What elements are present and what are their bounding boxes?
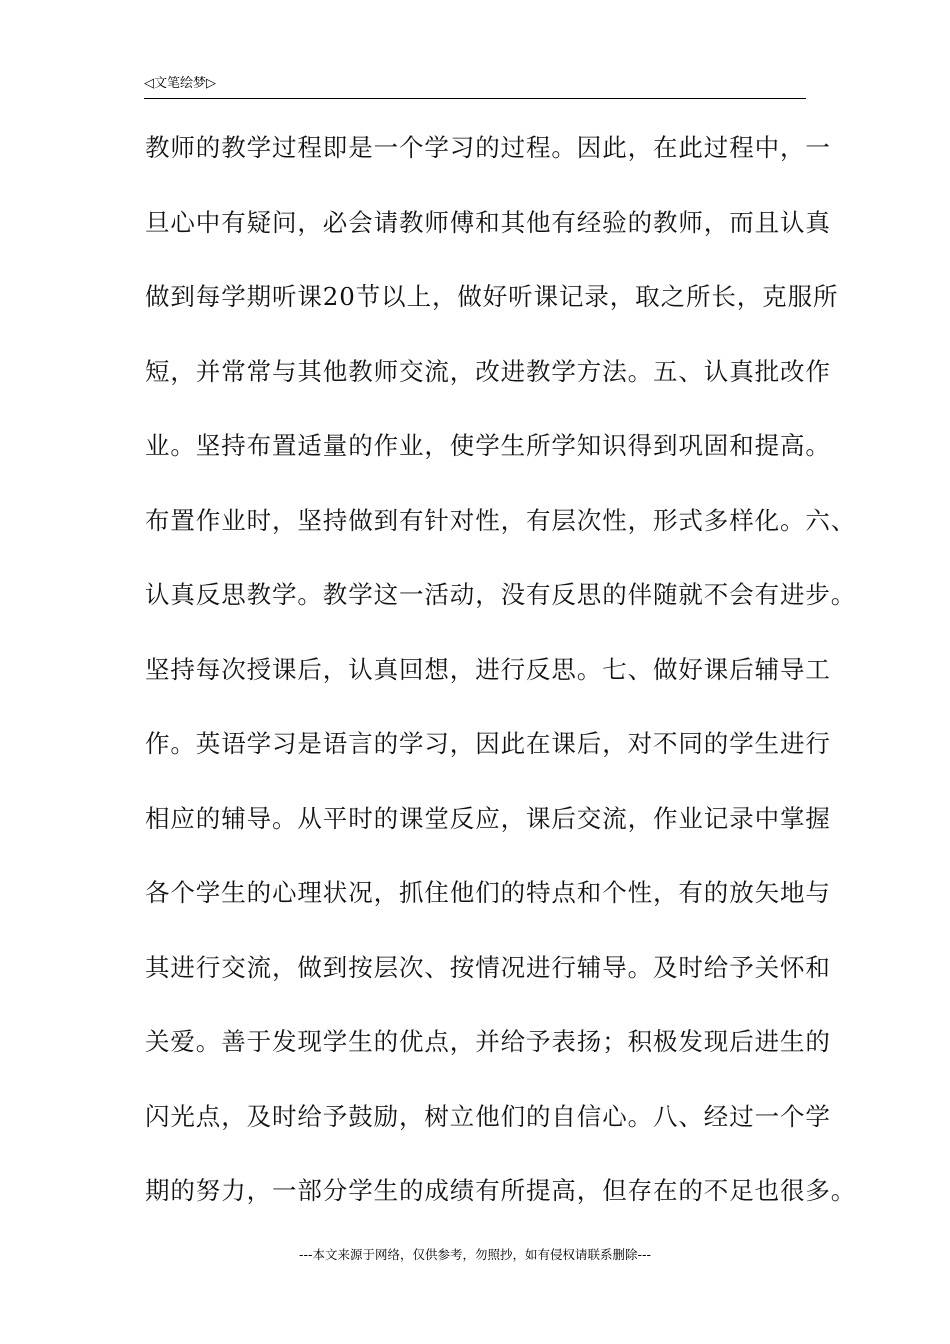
body-line: 各个学生的心理状况，抓住他们的特点和个性，有的放矢地与 bbox=[145, 878, 831, 907]
body-line: 布置作业时，坚持做到有针对性，有层次性，形式多样化。六、 bbox=[145, 505, 857, 535]
body-line: 短，并常常与其他教师交流，改进教学方法。五、认真批改作 bbox=[145, 356, 831, 386]
body-line: 作。英语学习是语言的学习，因此在课后，对不同的学生进行 bbox=[145, 729, 831, 758]
page-footer: ---本文来源于网络，仅供参考，勿照抄，如有侵权请联系删除--- bbox=[298, 1247, 652, 1262]
body-line: 教师的教学过程即是一个学习的过程。因此，在此过程中，一 bbox=[145, 133, 831, 162]
body-line: 做到每学期听课20节以上，做好听课记录，取之所长，克服所 bbox=[145, 282, 839, 311]
header-brand: ◁文笔绘梦▷ bbox=[144, 76, 216, 91]
body-line: 认真反思教学。教学这一活动，没有反思的伴随就不会有进步。 bbox=[145, 580, 857, 609]
body-line: 关爱。善于发现学生的优点，并给予表扬；积极发现后进生的 bbox=[145, 1027, 831, 1056]
body-line: 坚持每次授课后，认真回想，进行反思。七、做好课后辅导工 bbox=[145, 654, 831, 684]
body-line: 相应的辅导。从平时的课堂反应，课后交流，作业记录中掌握 bbox=[145, 803, 831, 833]
body-line: 旦心中有疑问，必会请教师傅和其他有经验的教师，而且认真 bbox=[145, 207, 831, 237]
document-body bbox=[145, 128, 857, 1246]
body-line: 其进行交流，做到按层次、按情况进行辅导。及时给予关怀和 bbox=[145, 952, 831, 982]
page-header bbox=[144, 74, 806, 99]
body-line: 期的努力，一部分学生的成绩有所提高，但存在的不足也很多。 bbox=[145, 1176, 857, 1205]
body-line: 闪光点，及时给予鼓励，树立他们的自信心。八、经过一个学 bbox=[145, 1101, 831, 1131]
body-line: 业。坚持布置适量的作业，使学生所学知识得到巩固和提高。 bbox=[145, 431, 831, 460]
